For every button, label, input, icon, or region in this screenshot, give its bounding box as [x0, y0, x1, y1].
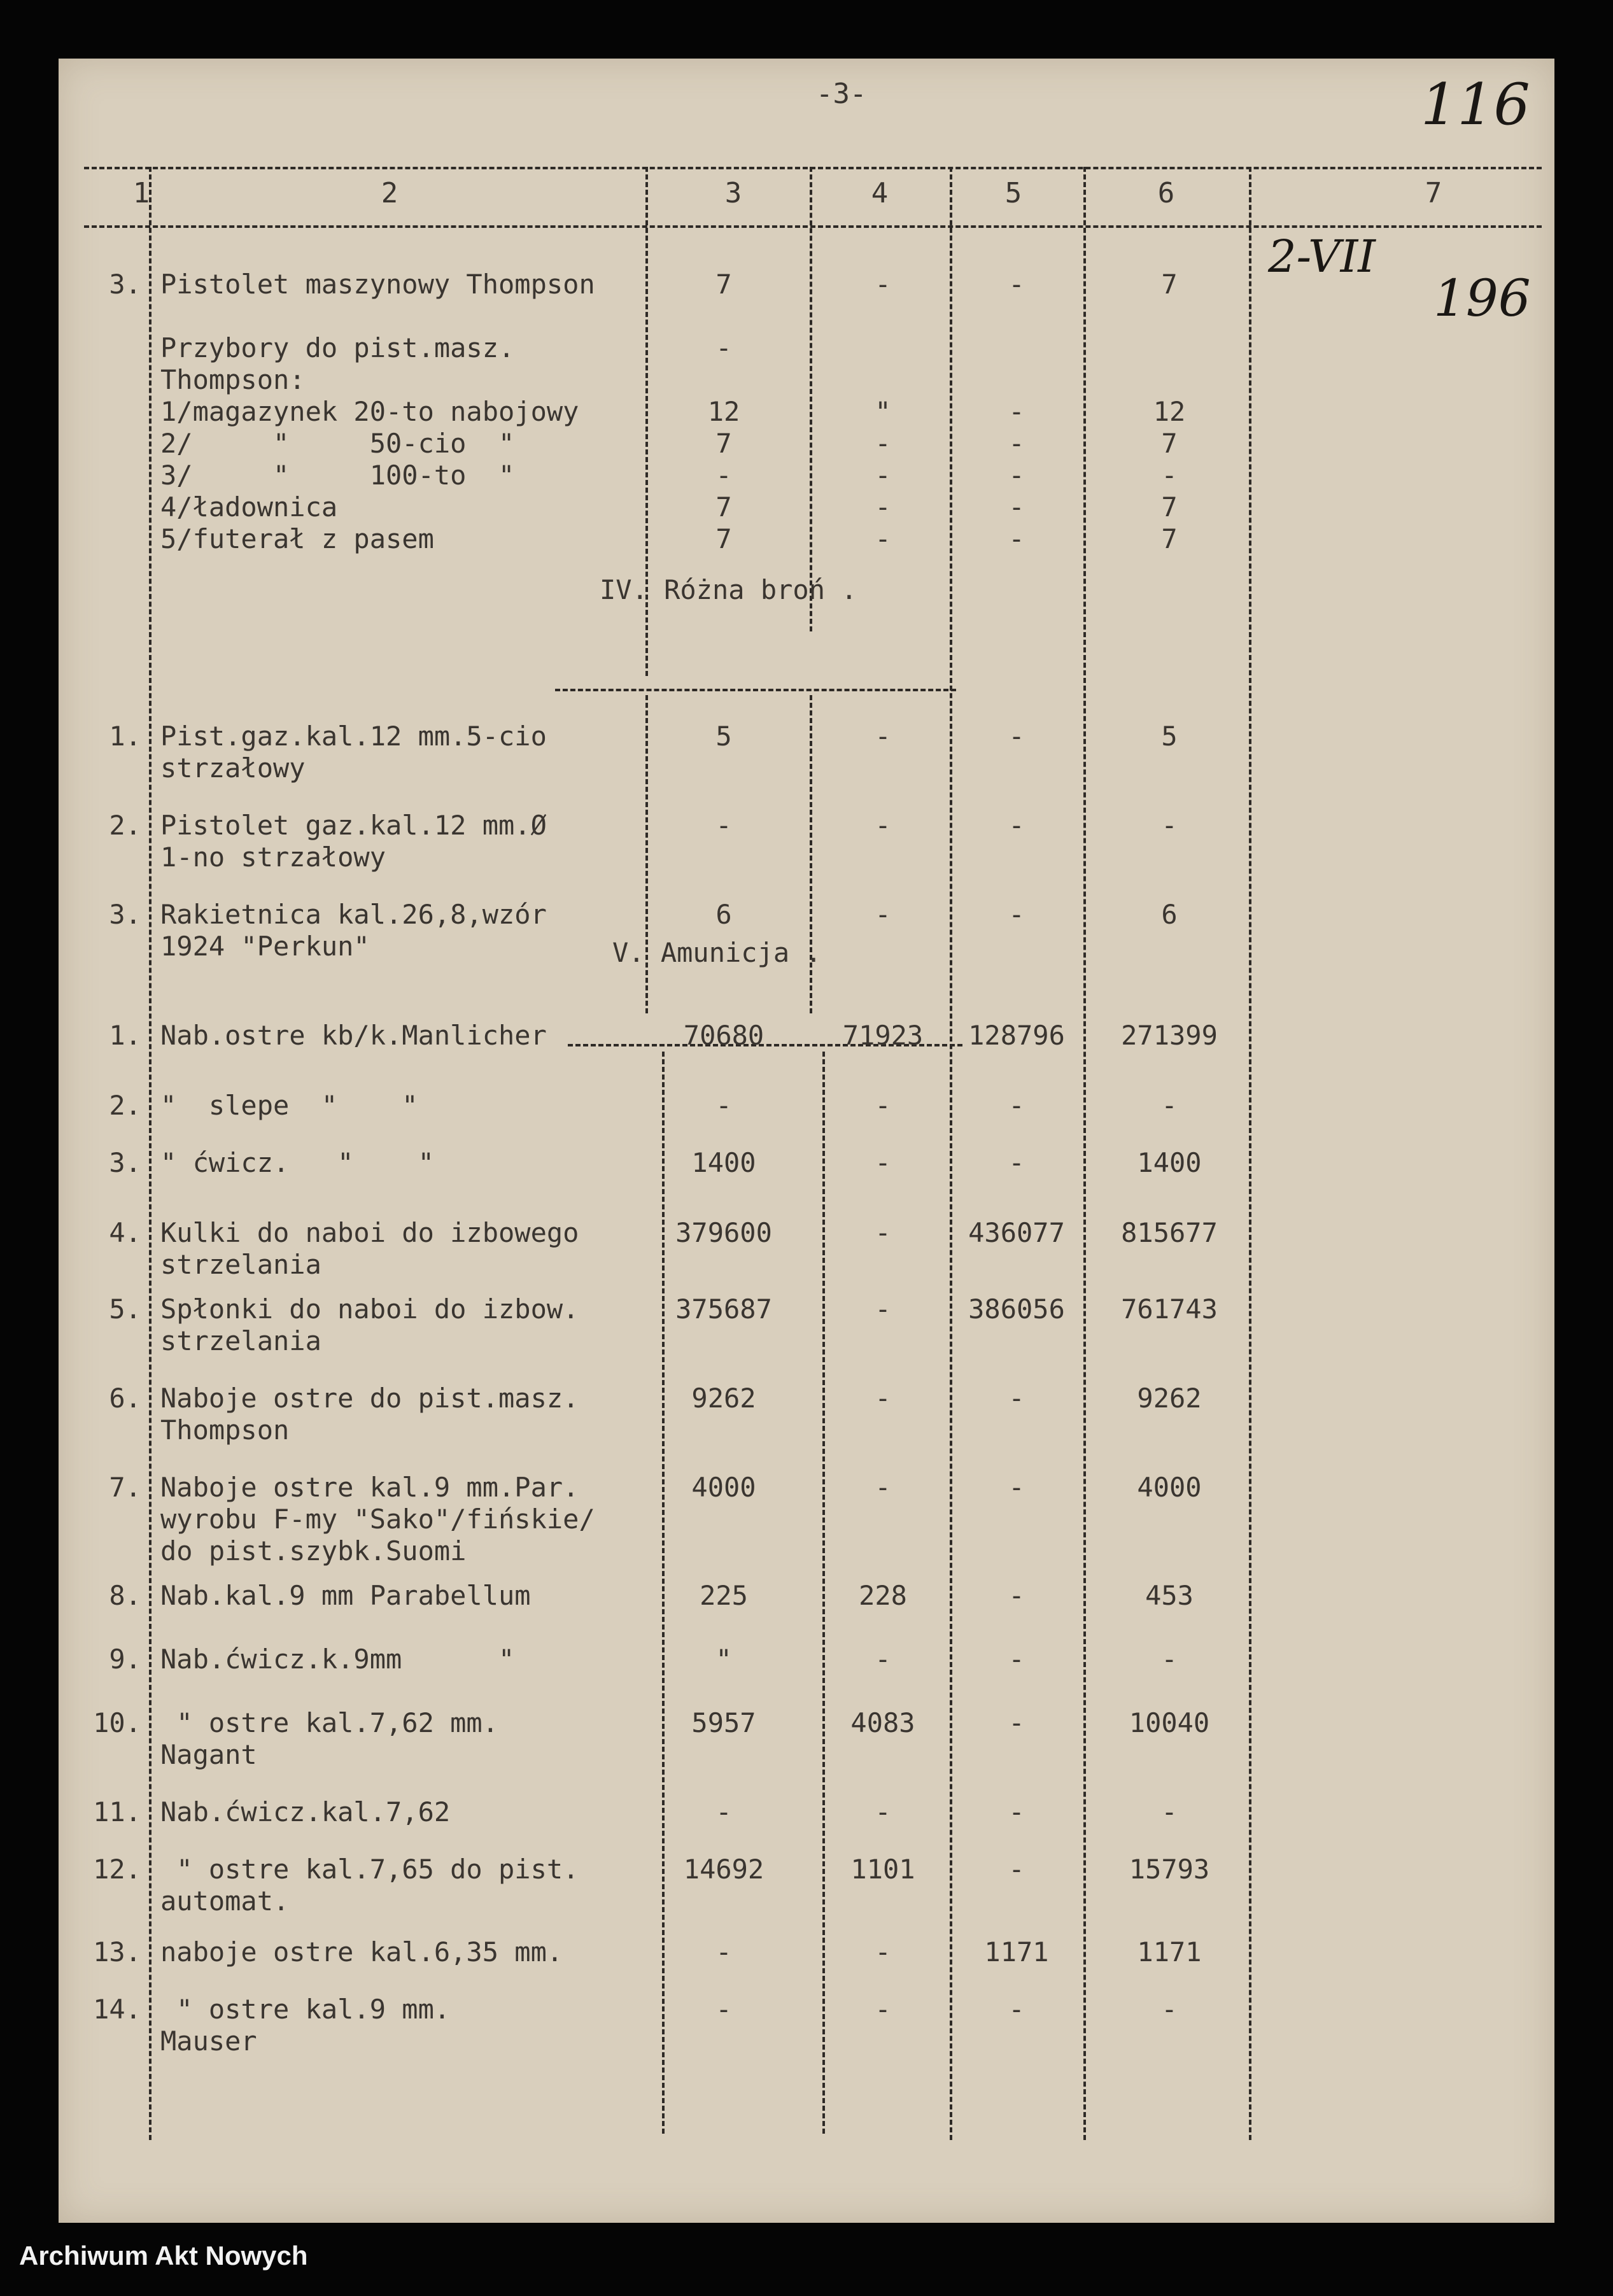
- section5-row-description: Naboje ostre kal.9 mm.Par. wyrobu F-my "Sako"/fińskie/ do pist.szybk.Suomi: [160, 1472, 595, 1567]
- section5-row-c6: -: [1161, 1090, 1178, 1121]
- section5-row-c4: 71923: [842, 1020, 924, 1051]
- section5-row-description: " slepe " ": [160, 1090, 418, 1121]
- section4-row-number: 1.: [109, 721, 141, 752]
- section5-row-description: Nab.ostre kb/k.Manlicher: [160, 1020, 547, 1051]
- section3-row-description: Pistolet maszynowy Thompson: [160, 269, 595, 300]
- col-header-3: 3: [724, 177, 742, 209]
- section5-row-c3: 5957: [691, 1707, 756, 1738]
- section5-row-c6: -: [1161, 1994, 1178, 2025]
- section5-row-c6: 271399: [1121, 1020, 1218, 1051]
- section5-row-description: " ostre kal.7,62 mm. Nagant: [160, 1707, 499, 1770]
- section4-row-c3: 6: [715, 899, 732, 930]
- section5-row-c6: -: [1161, 1796, 1178, 1828]
- section5-row-description: " ostre kal.9 mm. Mauser: [160, 1994, 451, 2057]
- section5-row-c4: -: [875, 1090, 891, 1121]
- section5-row-c3: -: [715, 1796, 732, 1828]
- section5-row-description: Naboje ostre do pist.masz. Thompson: [160, 1383, 579, 1446]
- section5-row-c4: -: [875, 1796, 891, 1828]
- section5-row-c6: 4000: [1137, 1472, 1202, 1503]
- section5-row-c5: 436077: [968, 1217, 1065, 1248]
- col-header-5: 5: [1004, 177, 1022, 209]
- section5-row-c3: -: [715, 1090, 732, 1121]
- section5-row-number: 13.: [93, 1936, 141, 1968]
- margin-note: 2-VII: [1268, 230, 1376, 283]
- section5-row-c5: -: [1008, 1472, 1025, 1503]
- col-rule-6: [1249, 167, 1251, 2140]
- section5-row-c3: 9262: [691, 1383, 756, 1414]
- section5-row-number: 11.: [93, 1796, 141, 1828]
- section5-row-c3: 4000: [691, 1472, 756, 1503]
- section5-row-c5: -: [1008, 1090, 1025, 1121]
- section5-row-c5: -: [1008, 1580, 1025, 1611]
- section5-row-c4: -: [875, 1936, 891, 1968]
- section5-row-c3: 70680: [683, 1020, 764, 1051]
- section5-row-c5: 386056: [968, 1293, 1065, 1325]
- section3-row-c4: -: [875, 269, 891, 300]
- section5-row-c4: -: [875, 1994, 891, 2025]
- col-header-1: 1: [132, 177, 150, 209]
- section5-row-c5: -: [1008, 1796, 1025, 1828]
- section5-row-description: " ostre kal.7,65 do pist. automat.: [160, 1854, 579, 1917]
- section5-row-c5: 128796: [968, 1020, 1065, 1051]
- section5-row-c3: 379600: [675, 1217, 772, 1248]
- col-header-4: 4: [871, 177, 889, 209]
- section5-title: V. Amunicja .: [612, 937, 822, 968]
- margin-number: 196: [1433, 269, 1531, 328]
- section5-row-description: " ćwicz. " ": [160, 1147, 434, 1178]
- section5-row-c6: 1171: [1137, 1936, 1202, 1968]
- section5-row-c3: ": [715, 1644, 732, 1675]
- section5-row-c5: -: [1008, 1644, 1025, 1675]
- section5-row-number: 1.: [109, 1020, 141, 1051]
- section3-row-number: 3.: [109, 269, 141, 300]
- section4-row-description: Pistolet gaz.kal.12 mm.Ø 1-no strzałowy: [160, 810, 547, 873]
- section3-row-c5: -: [1008, 269, 1025, 300]
- section5-row-c4: 4083: [850, 1707, 915, 1738]
- section4-row-c5: -: [1008, 810, 1025, 841]
- section4-row-number: 2.: [109, 810, 141, 841]
- section4-row-c3: 5: [715, 721, 732, 752]
- section5-row-description: Spłonki do naboi do izbow. strzelania: [160, 1293, 579, 1356]
- section5-row-number: 3.: [109, 1147, 141, 1178]
- section5-row-number: 4.: [109, 1217, 141, 1248]
- section5-row-description: Nab.kal.9 mm Parabellum: [160, 1580, 531, 1611]
- section3-row-description: Przybory do pist.masz. Thompson: 1/magazynek 20-to nabojowy 2/ " 50-cio " 3/ " 100-to " 4/ładownica 5/futerał z pasem: [160, 332, 579, 554]
- section5-row-number: 2.: [109, 1090, 141, 1121]
- section4-row-c5: -: [1008, 899, 1025, 930]
- section4-row-c3: -: [715, 810, 732, 841]
- archive-footer: Archiwum Akt Nowych: [19, 2241, 308, 2271]
- section4-row-c6: 5: [1161, 721, 1178, 752]
- section3-row-c6: 12 7 - 7 7: [1153, 396, 1186, 554]
- section4-row-description: Pist.gaz.kal.12 mm.5-cio strzałowy: [160, 721, 547, 784]
- section5-row-number: 12.: [93, 1854, 141, 1885]
- header-bottom-rule: [84, 225, 1542, 228]
- section4-row-description: Rakietnica kal.26,8,wzór 1924 "Perkun": [160, 899, 547, 962]
- section5-row-c6: 15793: [1129, 1854, 1210, 1885]
- section5-row-description: Nab.ćwicz.k.9mm ": [160, 1644, 515, 1675]
- section5-row-number: 10.: [93, 1707, 141, 1738]
- section4-rule: [555, 689, 956, 691]
- section4-row-c6: 6: [1161, 899, 1178, 930]
- section5-row-number: 9.: [109, 1644, 141, 1675]
- section5-row-number: 6.: [109, 1383, 141, 1414]
- section5-row-c4: -: [875, 1644, 891, 1675]
- section5-row-description: Kulki do naboi do izbowego strzelania: [160, 1217, 579, 1280]
- section4-row-c6: -: [1161, 810, 1178, 841]
- section5-row-c4: -: [875, 1147, 891, 1178]
- section4-title: IV. Różna broń .: [600, 574, 857, 605]
- section3-row-c3: 7: [715, 269, 732, 300]
- section4-row-c4: -: [875, 721, 891, 752]
- section4-row-c5: -: [1008, 721, 1025, 752]
- section5-row-c5: -: [1008, 1994, 1025, 2025]
- section4-row-c4: -: [875, 899, 891, 930]
- section5-row-number: 14.: [93, 1994, 141, 2025]
- section5-row-number: 7.: [109, 1472, 141, 1503]
- section5-row-c5: 1171: [984, 1936, 1049, 1968]
- section5-row-description: naboje ostre kal.6,35 mm.: [160, 1936, 563, 1968]
- section3-row-c6: 7: [1161, 269, 1178, 300]
- section5-row-c3: -: [715, 1994, 732, 2025]
- section5-row-c4: -: [875, 1472, 891, 1503]
- section5-row-c3: 375687: [675, 1293, 772, 1325]
- section5-row-c5: -: [1008, 1707, 1025, 1738]
- col-header-7: 7: [1425, 177, 1442, 209]
- section5-row-c4: 1101: [850, 1854, 915, 1885]
- section5-row-c3: 225: [700, 1580, 748, 1611]
- col-rule-1: [149, 167, 151, 2140]
- section5-row-c6: 453: [1145, 1580, 1194, 1611]
- section5-row-c6: -: [1161, 1644, 1178, 1675]
- section3-row-c4: " - - - -: [875, 396, 891, 554]
- section5-row-c6: 1400: [1137, 1147, 1202, 1178]
- section5-row-number: 5.: [109, 1293, 141, 1325]
- section4-row-c4: -: [875, 810, 891, 841]
- section5-row-c6: 815677: [1121, 1217, 1218, 1248]
- section3-row-c3: - 12 7 - 7 7: [707, 332, 740, 554]
- col-header-2: 2: [381, 177, 398, 209]
- section3-row-c5: - - - - -: [1008, 396, 1025, 554]
- section5-row-description: Nab.ćwicz.kal.7,62: [160, 1796, 451, 1828]
- section5-row-c3: -: [715, 1936, 732, 1968]
- header-top-rule: [84, 167, 1542, 169]
- section5-row-c6: 761743: [1121, 1293, 1218, 1325]
- section5-row-number: 8.: [109, 1580, 141, 1611]
- section5-row-c4: -: [875, 1217, 891, 1248]
- col-header-6: 6: [1157, 177, 1175, 209]
- section5-row-c4: 228: [859, 1580, 907, 1611]
- section5-row-c4: -: [875, 1383, 891, 1414]
- section5-row-c3: 14692: [683, 1854, 764, 1885]
- section5-row-c6: 9262: [1137, 1383, 1202, 1414]
- section5-row-c3: 1400: [691, 1147, 756, 1178]
- archive-number: 116: [1421, 71, 1530, 138]
- section5-row-c4: -: [875, 1293, 891, 1325]
- section5-row-c5: -: [1008, 1383, 1025, 1414]
- section5-row-c6: 10040: [1129, 1707, 1210, 1738]
- section4-row-number: 3.: [109, 899, 141, 930]
- document-page: [59, 59, 1554, 2223]
- section5-row-c5: -: [1008, 1854, 1025, 1885]
- section5-row-c5: -: [1008, 1147, 1025, 1178]
- page-number: -3-: [816, 78, 867, 110]
